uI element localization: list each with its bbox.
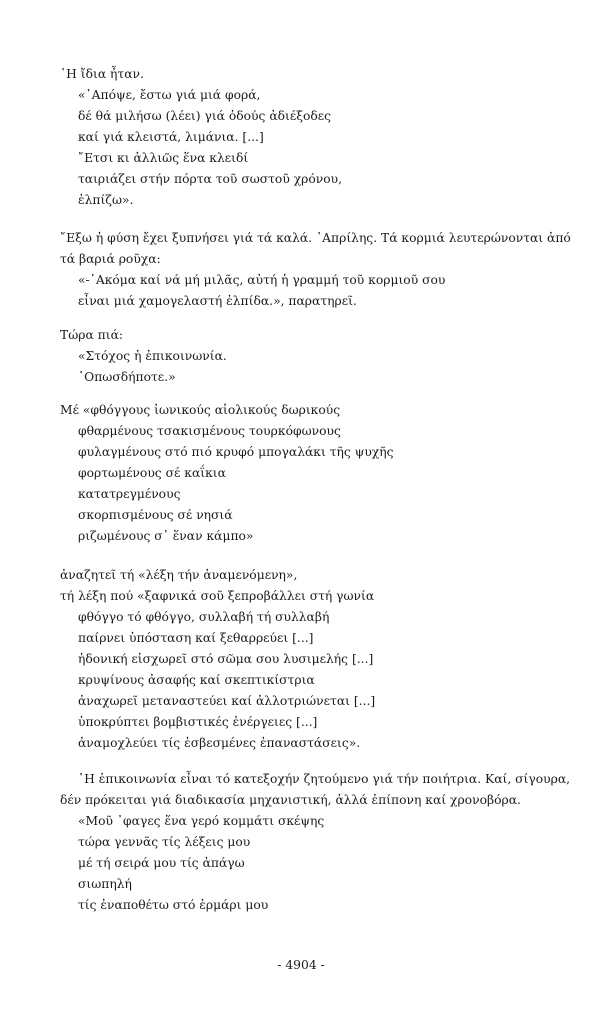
- verse-line: κατατρεγμένους: [78, 487, 181, 501]
- verse-line: ὑποκρύπτει βομβιστικές ἐνέργειες [...]: [78, 715, 318, 729]
- verse-line: κρυψίνους ἀσαφής καί σκεπτικίστρια: [78, 673, 315, 687]
- verse-line: παίρνει ὑπόσταση καί ξεθαρρεύει [...]: [78, 631, 314, 645]
- text-line: ῾Η ἐπικοινωνία εἶναι τό κατεξοχήν ζητούμενο γιά τήν ποιήτρια. Καί, σίγουρα,: [78, 772, 571, 786]
- verse-line: ἡδονική εἰσχωρεῖ στό σῶμα σου λυσιμελής [...]: [78, 652, 374, 666]
- verse-line: δέ θά μιλήσω (λέει) γιά ὁδούς ἀδιέξοδες: [78, 109, 332, 123]
- verse-line: «-᾿Ακόμα καί νά μή μιλᾶς, αὐτή ἡ γραμμή τοῦ κορμιοῦ σου: [78, 273, 446, 287]
- verse-line: «Μοῦ ᾿φαγες ἕνα γερό κομμάτι σκέψης: [78, 814, 325, 828]
- verse-line: εἶναι μιά χαμογελαστή ἐλπίδα.», παρατηρεῖ.: [78, 294, 357, 308]
- verse-line: φορτωμένους σέ καΐκια: [78, 466, 226, 480]
- verse-line: ῎Ετσι κι ἀλλιῶς ἕνα κλειδί: [78, 151, 249, 165]
- verse-line: ταιριάζει στήν πόρτα τοῦ σωστοῦ χρόνου,: [78, 172, 343, 186]
- text-line: ῎Εξω ἡ φύση ἔχει ξυπνήσει γιά τά καλά. ᾿Απρίλης. Τά κορμιά λευτερώνονται ἀπό: [60, 231, 571, 245]
- verse-line: καί γιά κλειστά, λιμάνια. [...]: [78, 130, 264, 144]
- verse-line: «᾿Απόψε, ἔστω γιά μιά φορά,: [78, 88, 261, 102]
- text-line: δέν πρόκειται γιά διαδικασία μηχανιστική, ἀλλά ἐπίπονη καί χρονοβόρα.: [60, 793, 521, 807]
- verse-line: τίς ἐναποθέτω στό ἑρμάρι μου: [78, 898, 269, 912]
- text-line: ἀναζητεῖ τή «λέξη τήν ἀναμενόμενη»,: [60, 568, 298, 582]
- verse-line: «Στόχος ἡ ἐπικοινωνία.: [78, 349, 227, 363]
- verse-line: φυλαγμένους στό πιό κρυφό μπογαλάκι τῆς ψυχῆς: [78, 445, 394, 459]
- verse-line: φθόγγο τό φθόγγο, συλλαβή τή συλλαβή: [78, 610, 330, 624]
- text-line: ῾Η ἴδια ἦταν.: [60, 67, 144, 81]
- verse-line: μέ τή σειρά μου τίς ἀπάγω: [78, 856, 245, 870]
- verse-line: ῾Οπωσδήποτε.»: [78, 370, 176, 384]
- text-line: τή λέξη πού «ξαφνικά σοῦ ξεπροβάλλει στή γωνία: [60, 589, 375, 603]
- verse-line: ἐλπίζω».: [78, 193, 134, 207]
- verse-line: σκορπισμένους σέ νησιά: [78, 508, 233, 522]
- verse-line: τώρα γεννᾶς τίς λέξεις μου: [78, 835, 251, 849]
- text-line: Μέ «φθόγγους ἰωνικούς αἰολικούς δωρικούς: [60, 403, 341, 417]
- verse-line: ἀναμοχλεύει τίς ἐσβεσμένες ἐπαναστάσεις».: [78, 736, 361, 750]
- text-line: τά βαριά ροῦχα:: [60, 252, 161, 266]
- verse-line: ἀναχωρεῖ μεταναστεύει καί ἀλλοτριώνεται [...]: [78, 694, 376, 708]
- verse-line: σιωπηλή: [78, 877, 132, 891]
- verse-line: φθαρμένους τσακισμένους τουρκόφωνους: [78, 424, 341, 438]
- verse-line: ριζωμένους σ᾿ ἕναν κάμπο»: [78, 529, 254, 543]
- text-line: Τώρα πιά:: [60, 328, 124, 342]
- page-number: - 4904 -: [277, 958, 325, 972]
